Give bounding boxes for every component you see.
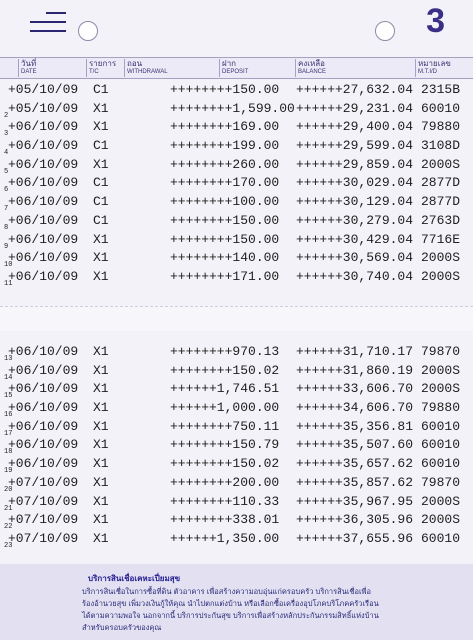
table-row: 23 +07/10/09 X1 ++++++1,350.00 ++++++37,655.96 60010 bbox=[4, 530, 461, 550]
table-row: 3 +06/10/09 X1 ++++++++169.00 ++++++29,400.04 79880 bbox=[4, 119, 461, 139]
header-balance: คงเหลือ BALANCE bbox=[295, 59, 414, 77]
table-row: 9 +06/10/09 X1 ++++++++150.00 ++++++30,429.04 7716E bbox=[4, 231, 461, 251]
header-withdrawal: ถอน WITHDRAWAL bbox=[124, 59, 218, 77]
table-row: 7 +06/10/09 C1 ++++++++100.00 ++++++30,129.04 2877D bbox=[4, 194, 461, 214]
table-row: 22 +07/10/09 X1 ++++++++338.01 ++++++36,305.96 2000S bbox=[4, 512, 461, 532]
punch-hole-right bbox=[375, 21, 395, 41]
header-id: หมายเลข M.T.I/D bbox=[415, 59, 473, 77]
column-header bbox=[0, 57, 473, 79]
table-row: 18 +06/10/09 X1 ++++++++150.79 ++++++35,507.60 60010 bbox=[4, 437, 461, 457]
header-tc: รายการ T/C bbox=[86, 59, 125, 77]
promo-heading: บริการสินเชื่อเคหะเปี่ยมสุข bbox=[88, 574, 181, 583]
table-row: +05/10/09 C1 ++++++++150.00 ++++++27,632.04 2315B bbox=[8, 82, 461, 97]
punch-hole-left bbox=[78, 21, 98, 41]
promo-footer bbox=[0, 564, 473, 640]
table-row: 2 +05/10/09 X1 ++++++++1,599.00 ++++++29,231.04 60010 bbox=[4, 100, 461, 120]
table-row: 8 +06/10/09 C1 ++++++++150.00 ++++++30,279.04 2763D bbox=[4, 212, 461, 232]
promo-text: บริการสินเชื่อในการซื้อที่ดิน ตัวอาคาร เพื่อสร้างความอบอุ่นแก่ครอบครัว บริการสินเชื่อเพื่อร้องอ้านวยสุข เพิ่มวงเงินกู้ให้คุณ นำไปตกแต่งบ้าน หรือเลือกซื้อเครื่องอุปโภคบริโภคครัวเรือนได้ตามความพอใจ นอกจากนี้ บริการประกันสุข บริการเพื่อสร้างหลักประกันกรรมสิทธิ์แห่งบ้านสำหรับครอบครัวของคุณ bbox=[82, 587, 379, 632]
transactions-top bbox=[0, 81, 473, 287]
table-row: 21 +07/10/09 X1 ++++++++110.33 ++++++35,967.95 2000S bbox=[4, 493, 461, 513]
table-row: 5 +06/10/09 X1 ++++++++260.00 ++++++29,859.04 2000S bbox=[4, 156, 461, 176]
menu-icon bbox=[30, 12, 66, 42]
page-fold-gap bbox=[0, 306, 473, 331]
table-row: 11 +06/10/09 X1 ++++++++171.00 ++++++30,740.04 2000S bbox=[4, 268, 461, 288]
table-row: 4 +06/10/09 C1 ++++++++199.00 ++++++29,599.04 3108D bbox=[4, 138, 461, 158]
table-row: 17 +06/10/09 X1 ++++++++750.11 ++++++35,356.81 60010 bbox=[4, 418, 461, 438]
table-row: 19 +06/10/09 X1 ++++++++150.02 ++++++35,657.62 60010 bbox=[4, 456, 461, 476]
table-row: 14 +06/10/09 X1 ++++++++150.02 ++++++31,860.19 2000S bbox=[4, 362, 461, 382]
table-row: 20 +07/10/09 X1 ++++++++200.00 ++++++35,857.62 79870 bbox=[4, 474, 461, 494]
page-number: 3 bbox=[426, 2, 445, 40]
table-row: 13 +06/10/09 X1 ++++++++970.13 ++++++31,710.17 79870 bbox=[4, 344, 461, 363]
table-row: 10 +06/10/09 X1 ++++++++140.00 ++++++30,569.04 2000S bbox=[4, 250, 461, 270]
header-date: วันที่ DATE bbox=[18, 59, 85, 77]
table-row: 16 +06/10/09 X1 ++++++1,000.00 ++++++34,606.70 79880 bbox=[4, 400, 461, 420]
table-row: 15 +06/10/09 X1 ++++++1,746.51 ++++++33,606.70 2000S bbox=[4, 381, 461, 401]
header-deposit: ฝาก DEPOSIT bbox=[219, 59, 294, 77]
table-row: 6 +06/10/09 C1 ++++++++170.00 ++++++30,029.04 2877D bbox=[4, 175, 461, 195]
transactions-bottom bbox=[0, 343, 473, 549]
